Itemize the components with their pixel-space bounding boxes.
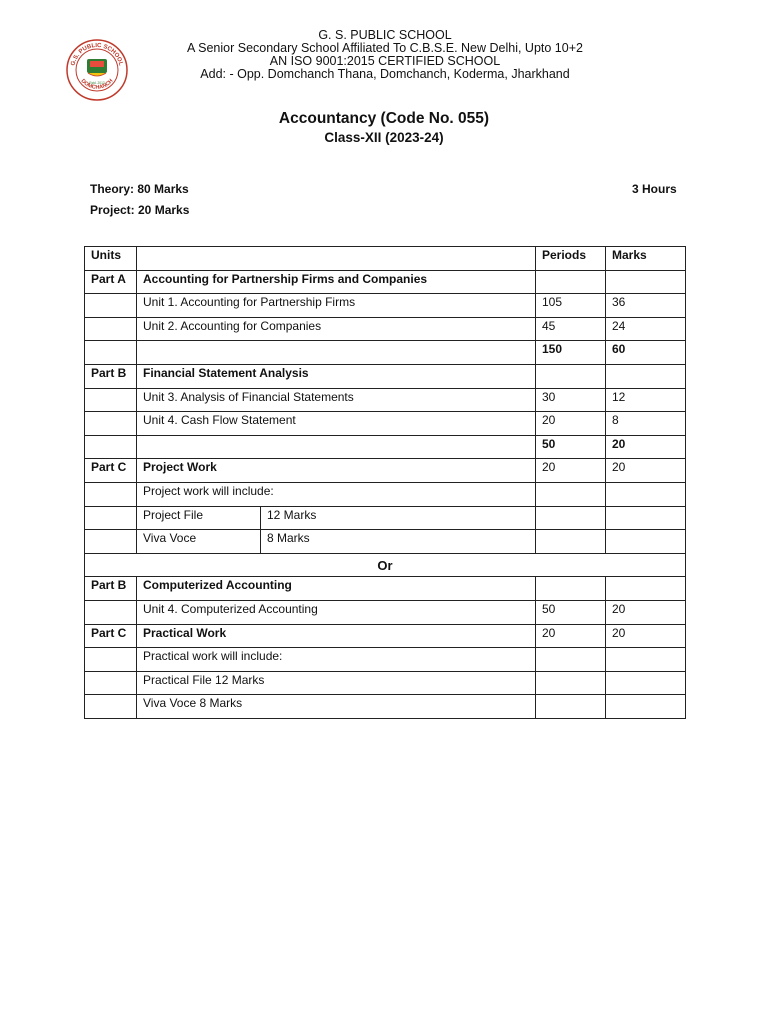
table-row	[85, 553, 686, 577]
logo-text-top: G.S. PUBLIC SCHOOL	[70, 42, 124, 67]
table-row	[85, 624, 686, 648]
row-unit: Part B	[85, 577, 137, 601]
row-content-right: 8 Marks	[267, 531, 310, 546]
row-periods	[536, 506, 606, 530]
row-periods: 20	[536, 459, 606, 483]
row-unit	[85, 341, 137, 365]
row-content: Project Work	[137, 459, 536, 483]
row-periods: 20	[536, 624, 606, 648]
theory-marks: Theory: 80 Marks	[90, 182, 189, 196]
table-row	[85, 671, 686, 695]
table-row	[85, 388, 686, 412]
row-marks	[606, 364, 686, 388]
row-unit	[85, 388, 137, 412]
row-marks	[606, 648, 686, 672]
row-periods	[536, 695, 606, 719]
row-content: Practical Work	[137, 624, 536, 648]
row-marks: 24	[606, 317, 686, 341]
row-marks: 8	[606, 412, 686, 436]
row-content: Viva Voce 8 Marks	[137, 695, 536, 719]
row-unit	[85, 482, 137, 506]
row-marks: 36	[606, 294, 686, 318]
header-content	[137, 247, 536, 271]
school-affiliation: A Senior Secondary School Affiliated To C.B.S.E. New Delhi, Upto 10+2	[187, 41, 583, 55]
row-marks	[606, 577, 686, 601]
header-marks: Marks	[606, 247, 686, 271]
row-content: Project work will include:	[137, 482, 536, 506]
row-unit: Part C	[85, 459, 137, 483]
row-unit	[85, 294, 137, 318]
row-unit: Part A	[85, 270, 137, 294]
row-marks: 20	[606, 600, 686, 624]
document-subtitle: Class-XII (2023-24)	[324, 130, 444, 145]
row-unit	[85, 600, 137, 624]
row-periods: 105	[536, 294, 606, 318]
table-header-row	[85, 247, 686, 271]
table-row	[85, 530, 686, 554]
table-row	[85, 317, 686, 341]
school-header	[150, 29, 620, 81]
row-content: Unit 4. Cash Flow Statement	[137, 412, 536, 436]
row-content: Unit 3. Analysis of Financial Statements	[137, 388, 536, 412]
header-periods: Periods	[536, 247, 606, 271]
row-periods	[536, 530, 606, 554]
row-unit: Part B	[85, 364, 137, 388]
row-marks	[606, 270, 686, 294]
row-content: Unit 4. Computerized Accounting	[137, 600, 536, 624]
row-content	[137, 435, 536, 459]
row-content-left: Viva Voce	[137, 530, 261, 553]
table-row	[85, 364, 686, 388]
row-content-right: 12 Marks	[267, 507, 317, 522]
row-periods: 150	[536, 341, 606, 365]
row-periods	[536, 482, 606, 506]
row-content: Unit 2. Accounting for Companies	[137, 317, 536, 341]
row-marks: 60	[606, 341, 686, 365]
row-marks	[606, 695, 686, 719]
row-content: Practical work will include:	[137, 648, 536, 672]
row-marks	[606, 671, 686, 695]
row-unit	[85, 671, 137, 695]
row-periods	[536, 671, 606, 695]
row-content: Financial Statement Analysis	[137, 364, 536, 388]
row-unit: Part C	[85, 624, 137, 648]
row-periods	[536, 364, 606, 388]
logo-text-bottom: DOMCHANCH	[79, 78, 115, 91]
row-unit	[85, 695, 137, 719]
logo-estd: Estd. 2012	[89, 81, 105, 85]
school-certification: AN ISO 9001:2015 CERTIFIED SCHOOL	[269, 54, 501, 68]
row-marks: 20	[606, 435, 686, 459]
table-row	[85, 506, 686, 530]
row-content	[137, 341, 536, 365]
row-marks	[606, 530, 686, 554]
table-row	[85, 648, 686, 672]
table-row	[85, 294, 686, 318]
row-periods	[536, 270, 606, 294]
row-content-split	[137, 530, 536, 554]
row-periods: 50	[536, 600, 606, 624]
table-row	[85, 435, 686, 459]
row-unit	[85, 530, 137, 554]
project-marks: Project: 20 Marks	[90, 203, 190, 217]
table-row	[85, 459, 686, 483]
row-unit	[85, 317, 137, 341]
row-unit	[85, 648, 137, 672]
row-marks: 20	[606, 624, 686, 648]
row-content-split	[137, 506, 536, 530]
row-periods: 30	[536, 388, 606, 412]
row-marks	[606, 482, 686, 506]
row-content: Computerized Accounting	[137, 577, 536, 601]
row-content-left: Project File	[137, 507, 261, 530]
row-unit	[85, 506, 137, 530]
table-row	[85, 412, 686, 436]
row-periods	[536, 577, 606, 601]
row-content: Accounting for Partnership Firms and Companies	[137, 270, 536, 294]
row-periods: 45	[536, 317, 606, 341]
row-periods	[536, 648, 606, 672]
row-marks: 12	[606, 388, 686, 412]
table-row	[85, 600, 686, 624]
header-units: Units	[85, 247, 137, 271]
row-unit	[85, 412, 137, 436]
school-logo	[66, 39, 128, 101]
row-content: Practical File 12 Marks	[137, 671, 536, 695]
table-row	[85, 270, 686, 294]
row-periods: 20	[536, 412, 606, 436]
row-marks	[606, 506, 686, 530]
row-periods: 50	[536, 435, 606, 459]
school-name: G. S. PUBLIC SCHOOL	[318, 28, 452, 42]
exam-duration: 3 Hours	[632, 182, 677, 196]
table-row	[85, 577, 686, 601]
row-unit	[85, 435, 137, 459]
table-row	[85, 482, 686, 506]
syllabus-table	[84, 246, 686, 719]
table-row	[85, 341, 686, 365]
row-content: Unit 1. Accounting for Partnership Firms	[137, 294, 536, 318]
school-address: Add: - Opp. Domchanch Thana, Domchanch, Koderma, Jharkhand	[200, 67, 570, 81]
or-separator: Or	[85, 553, 686, 577]
row-marks: 20	[606, 459, 686, 483]
table-row	[85, 695, 686, 719]
document-title: Accountancy (Code No. 055)	[278, 110, 490, 127]
